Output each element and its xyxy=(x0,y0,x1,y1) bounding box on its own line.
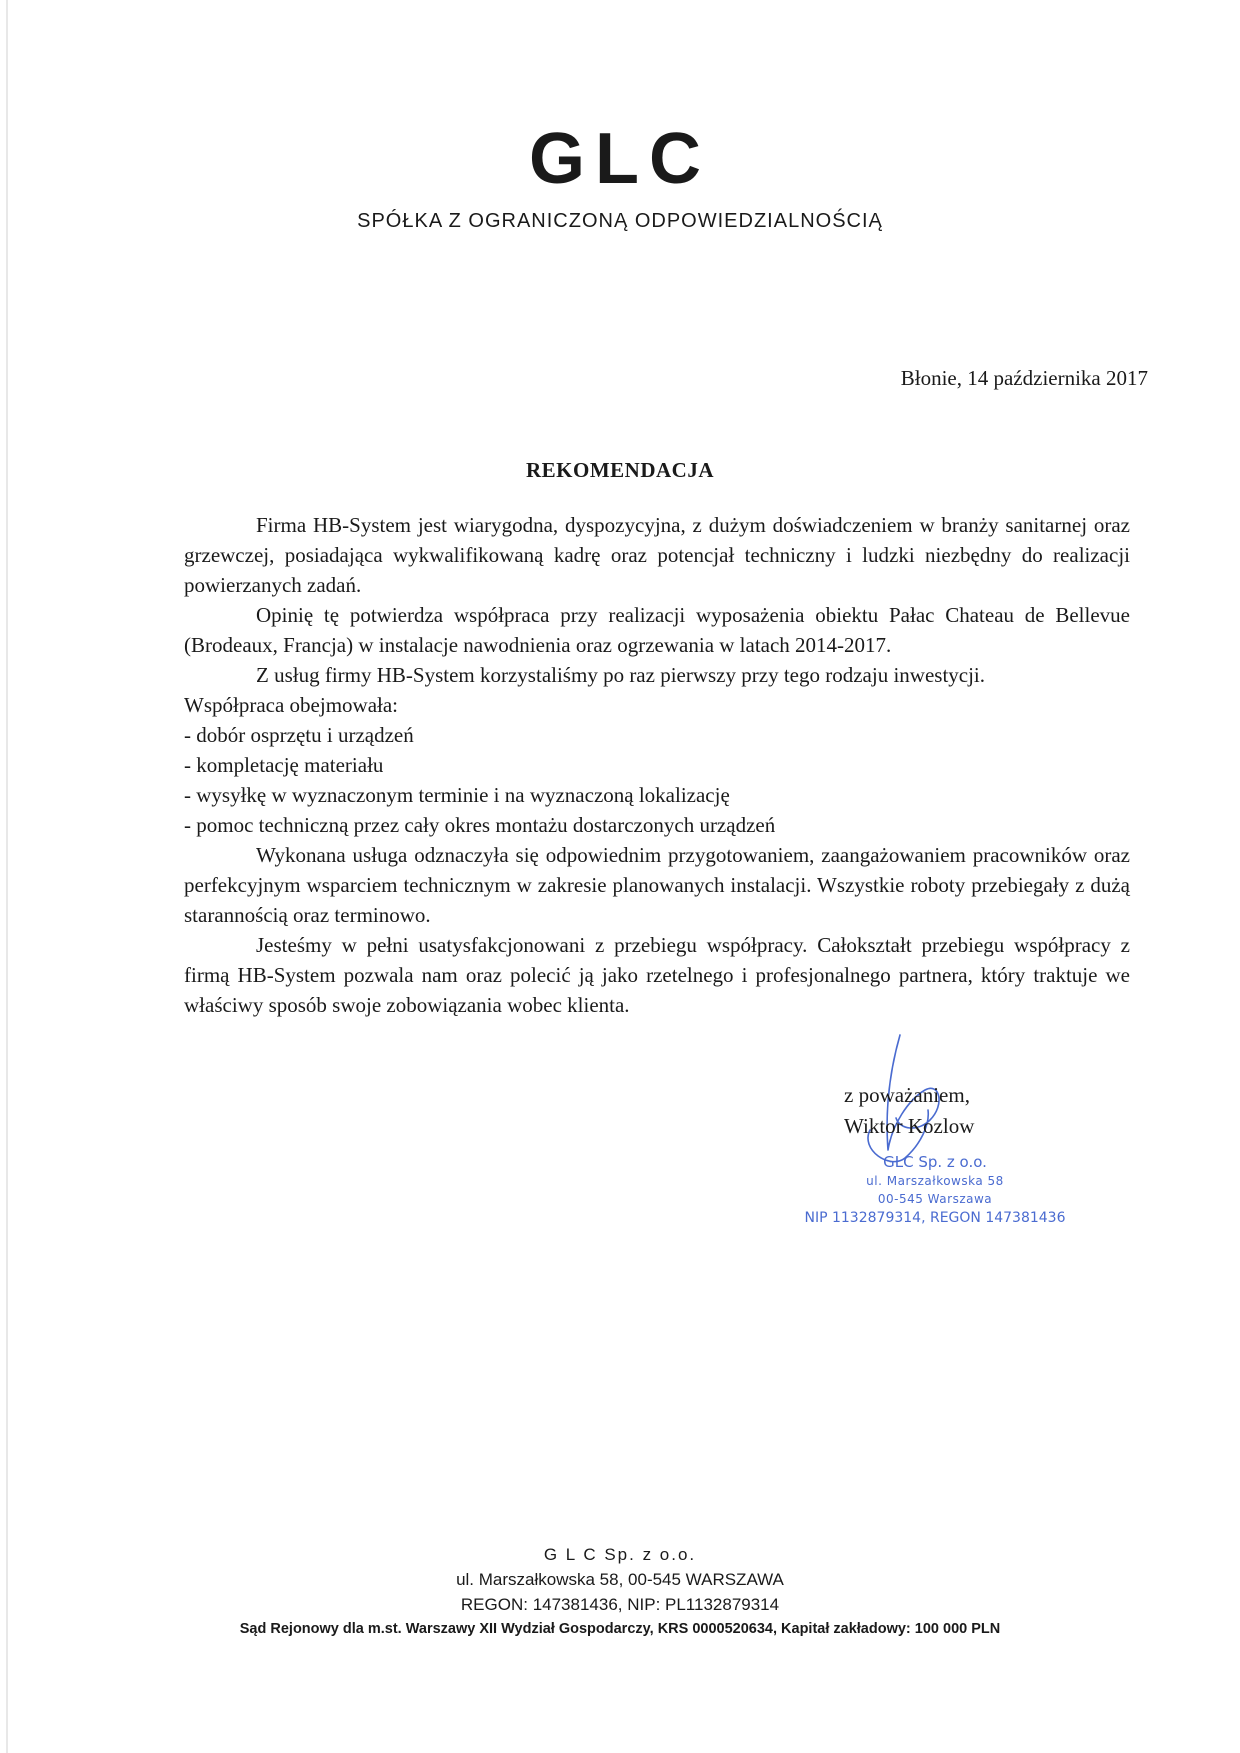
closing-regards: z poważaniem, xyxy=(844,1083,970,1107)
footer-company: G L C Sp. z o.o. xyxy=(543,1545,697,1564)
footer-address: ul. Marszałkowska 58, 00-545 WARSZAWA xyxy=(456,1570,784,1589)
paragraph-4: Wykonana usługa odznaczyła się odpowiednim przygotowaniem, zaangażowaniem pracowników oraz perfekcyjnym wsparciem technicznym w zakresie planowanych instalacji. Wszystkie roboty przebiegały z dużą starannością oraz terminowo. xyxy=(184,843,1130,927)
paragraph-5: Jesteśmy w pełni usatysfakcjonowani z przebiegu współpracy. Całokształt przebiegu współpracy z firmą HB-System pozwala nam oraz polecić ją jako rzetelnego i profesjonalnego partnera, który traktuje we właściwy sposób swoje zobowiązania wobec klienta. xyxy=(184,933,1130,1017)
paragraph-2: Opinię tę potwierdza współpraca przy realizacji wyposażenia obiektu Pałac Chateau de Bellevue (Brodeaux, Francja) w instalacje nawodnienia oraz ogrzewania w latach 2014-2017. xyxy=(184,603,1130,657)
paragraph-1: Firma HB-System jest wiarygodna, dyspozycyjna, z dużym doświadczeniem w branży sanitarnej oraz grzewczej, posiadająca wykwalifikowaną kadrę oraz potencjał techniczny i ludzki niezbędny do realizacji powierzanych zadań. xyxy=(184,513,1130,597)
stamp-street: ul. Marszałkowska 58 xyxy=(866,1174,1004,1188)
place-date: Błonie, 14 października 2017 xyxy=(900,366,1148,390)
letter-footer xyxy=(0,1542,1240,1642)
letter-body xyxy=(184,510,1130,1020)
stamp-ids: NIP 1132879314, REGON 147381436 xyxy=(804,1210,1066,1226)
footer-ids: REGON: 147381436, NIP: PL1132879314 xyxy=(460,1595,780,1614)
list-item: - dobór osprzętu i urządzeń xyxy=(184,720,1130,750)
list-item: - wysyłkę w wyznaczonym terminie i na wyznaczoną lokalizację xyxy=(184,780,1130,810)
scope-list xyxy=(184,720,1130,840)
scan-edge xyxy=(6,0,8,1753)
document-title: REKOMENDACJA xyxy=(526,458,714,482)
list-item: - kompletację materiału xyxy=(184,750,1130,780)
stamp-company: GLC Sp. z o.o. xyxy=(883,1153,987,1171)
company-legal-form: SPÓŁKA Z OGRANICZONĄ ODPOWIEDZIALNOŚCIĄ xyxy=(357,210,883,232)
company-logo: GLC xyxy=(529,119,711,199)
footer-registry: Sąd Rejonowy dla m.st. Warszawy XII Wydział Gospodarczy, KRS 0000520634, Kapitał zakładowy: 100 000 PLN xyxy=(239,1621,1001,1637)
company-stamp xyxy=(800,1152,1070,1228)
list-item: - pomoc techniczną przez cały okres montażu dostarczonych urządzeń xyxy=(184,810,1130,840)
list-intro: Współpraca obejmowała: xyxy=(184,693,398,717)
paragraph-3: Z usług firmy HB-System korzystaliśmy po raz pierwszy przy tego rodzaju inwestycji. xyxy=(256,663,986,687)
signatory-name: Wiktor Kozlow xyxy=(844,1114,975,1138)
closing-block xyxy=(844,1080,974,1142)
stamp-city: 00-545 Warszawa xyxy=(877,1192,993,1206)
